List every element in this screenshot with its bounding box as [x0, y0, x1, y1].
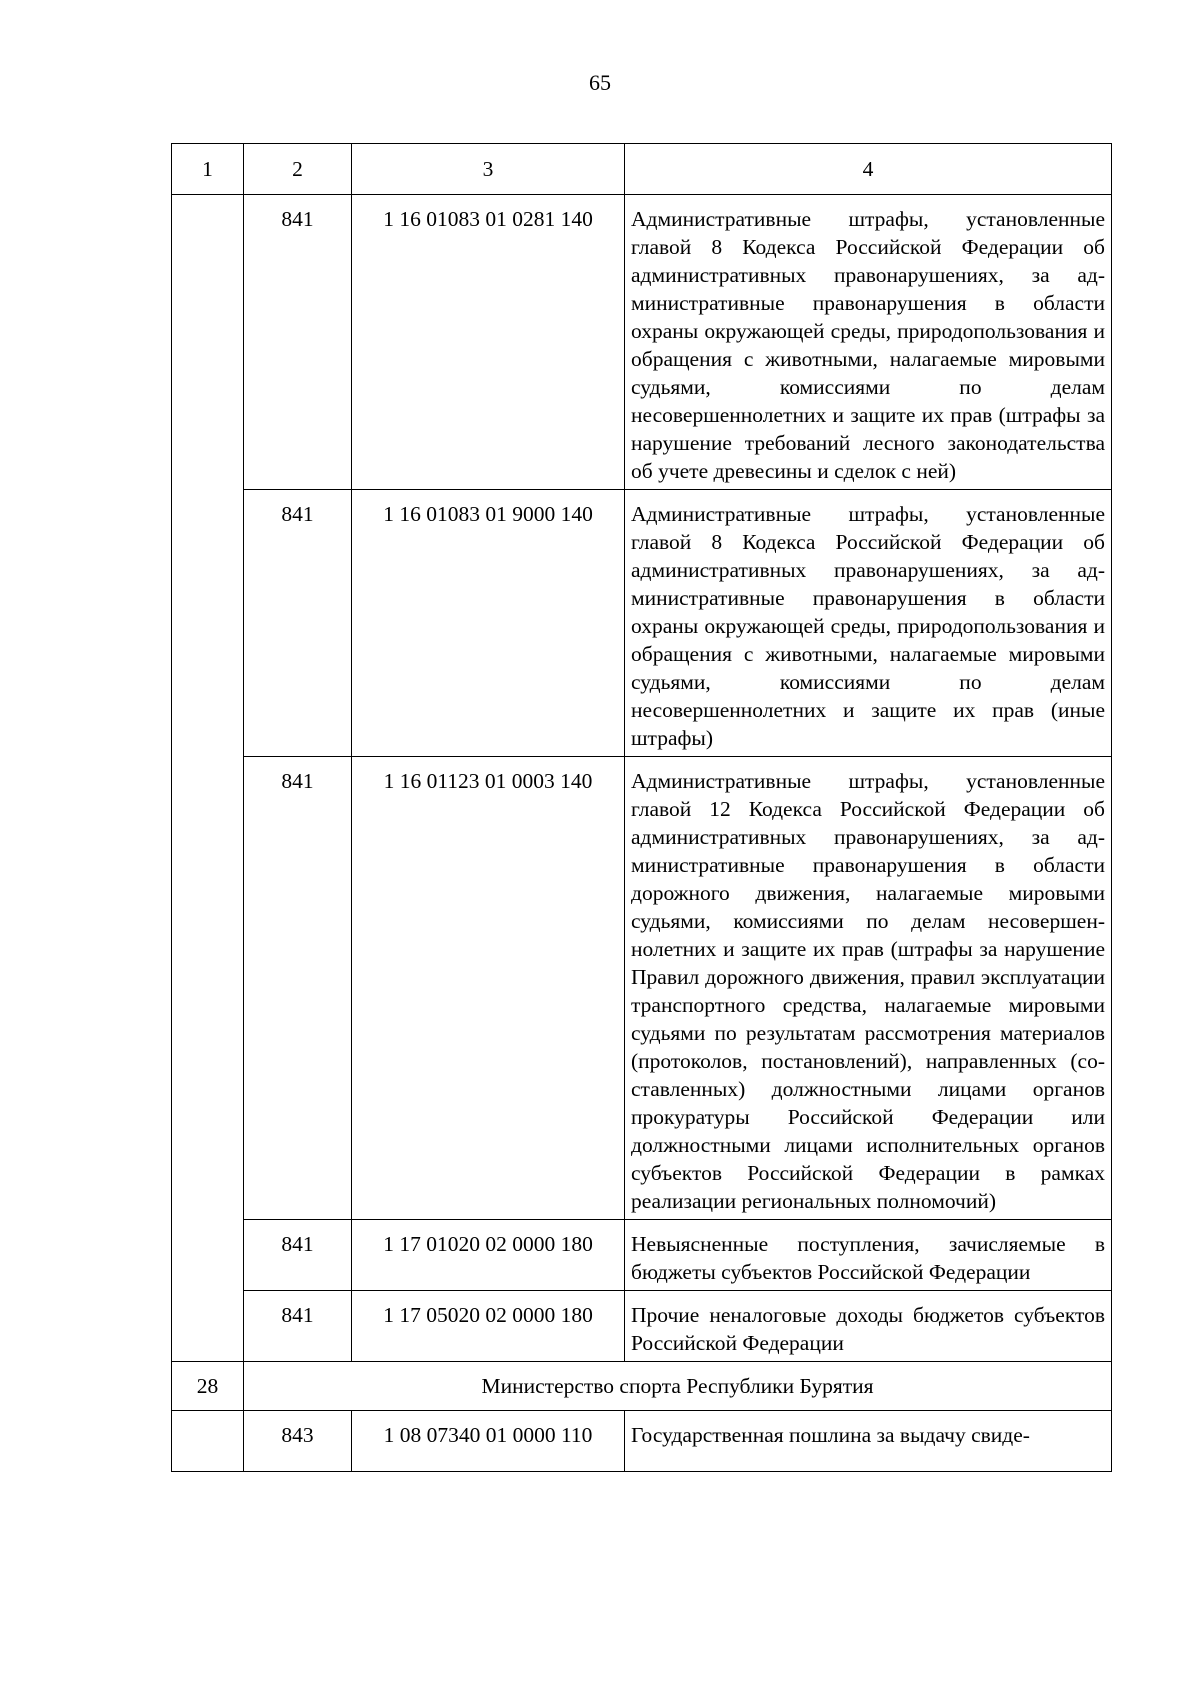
header-col-2: 2 [244, 144, 352, 195]
row-number-cell [172, 195, 244, 1362]
section-row [172, 1362, 1112, 1411]
description-cell: Административные штрафы, установленные главой 12 Кодекса Российской Федерации об административных правонарушениях, за административные правонарушения в области дорожного движения, налагаемые мировыми судьями, комиссиями по делам несовершеннолетних и защите их прав (штрафы за нарушение Правил дорожного движения, правил эксплуатации транспортного средства, налагаемые мировыми судьями по результатам рассмотрения материалов (протоколов, постановлений), направленных (составленных) должностными лицами органов прокуратуры Российской Федерации или должностными лицами исполнительных органов субъектов Российской Федерации в рамках реализации региональных полномочий) [625, 757, 1112, 1220]
header-col-1: 1 [172, 144, 244, 195]
kbk-code-cell: 1 08 07340 01 0000 110 [352, 1411, 625, 1472]
table-row [172, 1220, 1112, 1291]
table-row [172, 490, 1112, 757]
table-row [172, 1411, 1112, 1472]
kbk-code-cell: 1 16 01123 01 0003 140 [352, 757, 625, 1220]
table-row [172, 195, 1112, 490]
kbk-code-cell: 1 16 01083 01 9000 140 [352, 490, 625, 757]
admin-code-cell: 841 [244, 1291, 352, 1362]
description-cell: Административные штрафы, установленные главой 8 Кодекса Российской Федерации об административных правонарушениях, за административные правонарушения в области охраны окружающей среды, природопользования и обращения с животными, налагаемые мировыми судьями, комиссиями по делам несовершеннолетних и защите их прав (иные штрафы) [625, 490, 1112, 757]
section-title: Министерство спорта Республики Бурятия [244, 1362, 1112, 1411]
revenue-codes-table [171, 143, 1112, 1472]
table-row [172, 757, 1112, 1220]
row-number-cell [172, 1411, 244, 1472]
kbk-code-cell: 1 16 01083 01 0281 140 [352, 195, 625, 490]
table-row [172, 1291, 1112, 1362]
kbk-code-cell: 1 17 05020 02 0000 180 [352, 1291, 625, 1362]
admin-code-cell: 841 [244, 490, 352, 757]
page-number: 65 [589, 70, 611, 95]
description-cell: Государственная пошлина за выдачу свиде- [625, 1411, 1112, 1472]
description-cell: Административные штрафы, установленные главой 8 Кодекса Российской Федерации об административных правонарушениях, за административные правонарушения в области охраны окружающей среды, природопользования и обращения с животными, налагаемые мировыми судьями, комиссиями по делам несовершеннолетних и защите их прав (штрафы за нарушение требований лесного законодательства об учете древесины и сделок с ней) [625, 195, 1112, 490]
section-number: 28 [172, 1362, 244, 1411]
kbk-code-cell: 1 17 01020 02 0000 180 [352, 1220, 625, 1291]
header-col-3: 3 [352, 144, 625, 195]
header-col-4: 4 [625, 144, 1112, 195]
admin-code-cell: 841 [244, 195, 352, 490]
description-cell: Невыясненные поступления, зачисляемые в бюджеты субъектов Российской Федерации [625, 1220, 1112, 1291]
admin-code-cell: 841 [244, 1220, 352, 1291]
table-header-row [172, 144, 1112, 195]
description-cell: Прочие неналоговые доходы бюджетов субъектов Российской Федерации [625, 1291, 1112, 1362]
admin-code-cell: 843 [244, 1411, 352, 1472]
admin-code-cell: 841 [244, 757, 352, 1220]
